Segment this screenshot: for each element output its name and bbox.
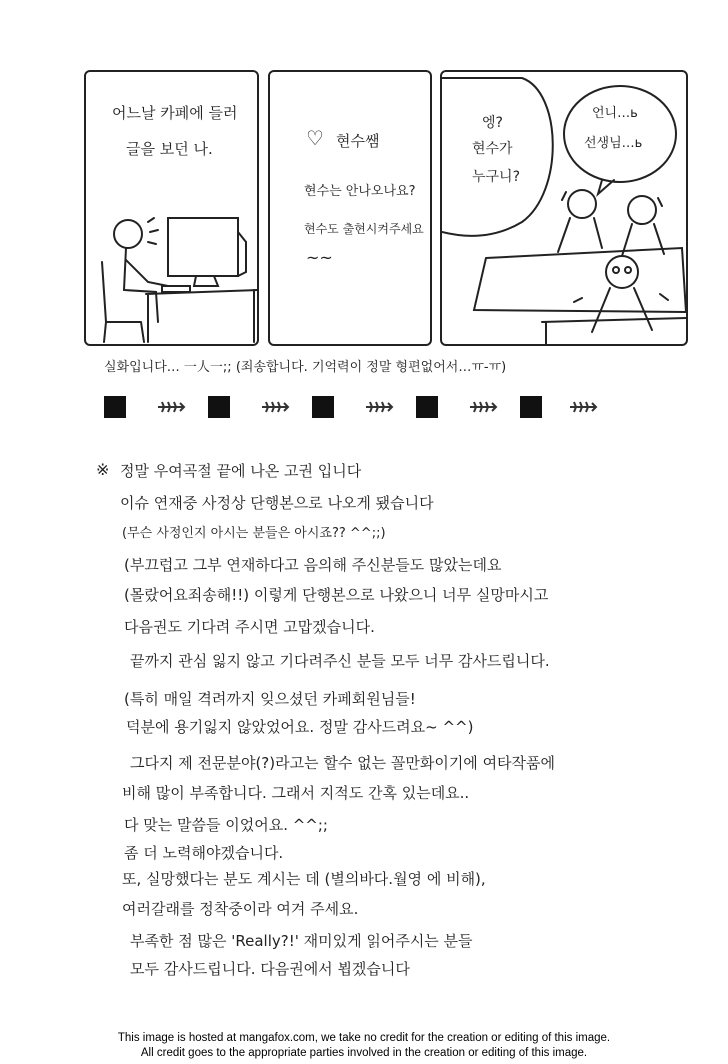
note-line: 좀 더 노력해야겠습니다. — [124, 844, 284, 862]
note-line: (몰랐어요죄송해!!) 이렇게 단행본으로 나왔으니 너무 실망마시고 — [124, 586, 549, 604]
hosting-notice-line1: This image is hosted at mangafox.com, we take no credit for the creation or editing of this image. — [117, 1032, 611, 1044]
comic-panel-1 — [84, 70, 259, 346]
note-line: 다 맞는 말씀들 이었어요. ^^;; — [124, 816, 328, 834]
note-line: 부족한 점 많은 'Really?!' 재미있게 읽어주시는 분들 — [130, 932, 473, 950]
panel1-caption-line1: 어느날 카페에 들러 — [112, 104, 238, 122]
person-at-computer-drawing — [86, 72, 259, 346]
heart-icon: ♡ — [306, 126, 324, 150]
comic-caption: 실화입니다… 一人一;; (죄송합니다. 기억력이 정말 형편없어서…ㅠ-ㅠ) — [104, 360, 507, 375]
bubble-left-line3: 누구니? — [472, 169, 521, 185]
black-square-icon — [520, 396, 542, 418]
decorative-strip — [100, 396, 600, 422]
comic-panel-3 — [440, 70, 688, 346]
note-line: 그다지 제 전문분야(?)라고는 할수 없는 꼴만화이기에 여타작품에 — [130, 754, 556, 772]
note-line: (부끄럽고 그부 연재하다고 음의해 주신분들도 많았는데요 — [124, 556, 502, 574]
fishbone-icon — [364, 399, 394, 415]
note-line: 비해 많이 부족합니다. 그래서 지적도 간혹 있는데요.. — [122, 784, 470, 802]
fishbone-icon — [156, 399, 186, 415]
panel2-name: 현수쌤 — [336, 132, 380, 150]
bubble-right-line1: 언니…ь — [592, 106, 638, 121]
panel2-line1: 현수는 안나오나요? — [304, 184, 416, 199]
bubble-left-line2: 현수가 — [472, 141, 513, 157]
note-line: (특히 매일 격려까지 잊으셨던 카페회원님들! — [124, 690, 416, 708]
bubble-right-line2: 선생님…ь — [584, 136, 643, 151]
note-line: (무슨 사정인지 아시는 분들은 아시죠?? ^^;;) — [122, 526, 386, 541]
black-square-icon — [416, 396, 438, 418]
black-square-icon — [208, 396, 230, 418]
author-note — [120, 460, 710, 980]
classroom-scene-drawing — [442, 72, 688, 346]
note-line: 모두 감사드립니다. 다음권에서 뵙겠습니다 — [130, 960, 410, 978]
note-line: 덕분에 용기잃지 않았었어요. 정말 감사드려요~ ^^) — [126, 718, 474, 736]
panel2-line2: 현수도 출현시켜주세요 — [304, 222, 424, 236]
note-line: 또, 실망했다는 분도 계시는 데 (별의바다.월영 에 비해), — [122, 870, 486, 888]
bubble-left-line1: 엥? — [482, 115, 503, 131]
note-line: 다음권도 기다려 주시면 고맙겠습니다. — [124, 618, 375, 636]
squiggle-mark: ~~ — [306, 248, 333, 267]
note-mark: ※ — [96, 460, 110, 479]
note-line: 이슈 연재중 사정상 단행본으로 나오게 됐습니다 — [120, 494, 434, 512]
note-line: 정말 우여곡절 끝에 나온 고권 입니다 — [120, 462, 362, 480]
fishbone-icon — [468, 399, 498, 415]
note-line: 여러갈래를 정착중이라 여겨 주세요. — [122, 900, 359, 918]
comic-panel-2 — [268, 70, 432, 346]
note-line: 끝까지 관심 잃지 않고 기다려주신 분들 모두 너무 감사드립니다. — [130, 652, 550, 670]
fishbone-icon — [568, 399, 598, 415]
hosting-notice-line2: All credit goes to the appropriate parties involved in the creation or editing of this image. — [140, 1047, 588, 1059]
black-square-icon — [312, 396, 334, 418]
fishbone-icon — [260, 399, 290, 415]
black-square-icon — [104, 396, 126, 418]
panel1-caption-line2: 글을 보던 나. — [126, 140, 213, 158]
